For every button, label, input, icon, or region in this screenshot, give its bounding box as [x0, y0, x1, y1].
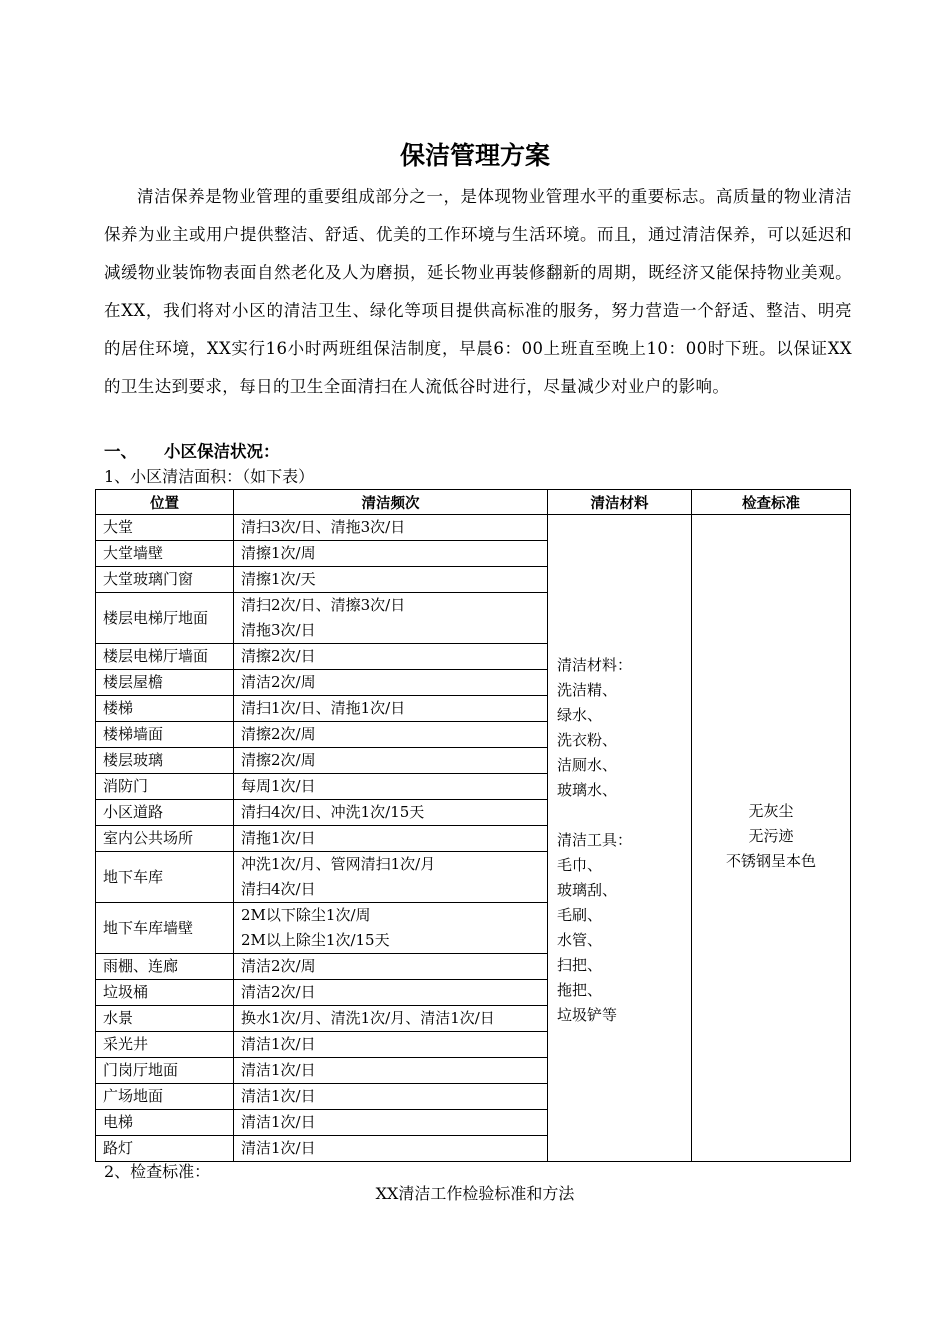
location-cell: 大堂 [96, 515, 234, 541]
header-location: 位置 [96, 490, 234, 515]
frequency-line: 清洁1次/日 [241, 1087, 316, 1105]
location-cell: 电梯 [96, 1110, 234, 1136]
frequency-line: 清扫4次/日 [241, 880, 316, 898]
frequency-cell [234, 1084, 548, 1110]
location-cell: 垃圾桶 [96, 980, 234, 1006]
location-cell: 广场地面 [96, 1084, 234, 1110]
frequency-line: 清擦1次/周 [241, 544, 316, 562]
frequency-cell [234, 567, 548, 593]
frequency-cell [234, 826, 548, 852]
location-cell: 路灯 [96, 1136, 234, 1162]
frequency-cell [234, 541, 548, 567]
frequency-cell [234, 696, 548, 722]
material-line: 垃圾铲等 [557, 1006, 618, 1024]
frequency-cell [234, 644, 548, 670]
frequency-line: 冲洗1次/月、管网清扫1次/月 [241, 855, 436, 873]
material-line: 洁厕水、 [557, 756, 618, 774]
location-cell: 地下车库墙壁 [96, 903, 234, 954]
frequency-line: 清洁2次/周 [241, 957, 316, 975]
material-line: 扫把、 [557, 956, 603, 974]
frequency-cell [234, 1006, 548, 1032]
section-number: 一、 [104, 442, 137, 461]
location-cell: 采光井 [96, 1032, 234, 1058]
subsection-area-label: 1、小区清洁面积：（如下表） [104, 467, 315, 486]
section-heading [104, 440, 280, 464]
frequency-cell [234, 774, 548, 800]
frequency-cell [234, 800, 548, 826]
table-body [96, 515, 851, 1162]
material-line: 毛巾、 [557, 856, 603, 874]
frequency-line: 清擦2次/日 [241, 647, 316, 665]
location-cell: 楼梯墙面 [96, 722, 234, 748]
frequency-line: 清洁1次/日 [241, 1139, 316, 1157]
frequency-cell [234, 1136, 548, 1162]
frequency-cell [234, 1110, 548, 1136]
material-line: 清洁工具： [557, 831, 633, 849]
intro-paragraph: 清洁保养是物业管理的重要组成部分之一，是体现物业管理水平的重要标志。高质量的物业清洁保养为业主或用户提供整洁、舒适、优美的工作环境与生活环境。而且，通过清洁保养，可以延迟和减缓物业装饰物表面自然老化及人为磨损，延长物业再装修翻新的周期，既经济又能保持物业美观。在XX，我们将对小区的清洁卫生、绿化等项目提供高标准的服务，努力营造一个舒适、整洁、明亮的居住环境，XX实行16小时两班组保洁制度，早晨6：00上班直至晚上10：00时下班。以保证XX的卫生达到要求，每日的卫生全面清扫在人流低谷时进行，尽量减少对业户的影响。 [104, 187, 852, 396]
header-frequency: 清洁频次 [234, 490, 548, 515]
location-cell: 地下车库 [96, 852, 234, 903]
section-title: 小区保洁状况： [164, 442, 280, 461]
frequency-line: 清扫3次/日、清拖3次/日 [241, 518, 406, 536]
table-header-row [96, 490, 851, 515]
frequency-line: 清洁1次/日 [241, 1113, 316, 1131]
location-cell: 水景 [96, 1006, 234, 1032]
location-cell: 楼层玻璃 [96, 748, 234, 774]
frequency-line: 2M以下除尘1次/周 [241, 906, 371, 924]
material-line: 玻璃刮、 [557, 881, 618, 899]
frequency-line: 清洁1次/日 [241, 1035, 316, 1053]
frequency-line: 清扫2次/日、清擦3次/日 [241, 596, 406, 614]
frequency-cell [234, 903, 548, 954]
standard-line: 无污迹 [748, 827, 794, 845]
frequency-cell [234, 852, 548, 903]
frequency-line: 2M以上除尘1次/15天 [241, 931, 390, 949]
frequency-line: 清擦2次/周 [241, 725, 316, 743]
location-cell: 门岗厅地面 [96, 1058, 234, 1084]
document-title: 保洁管理方案 [399, 141, 550, 170]
location-cell: 消防门 [96, 774, 234, 800]
frequency-line: 清擦1次/天 [241, 570, 316, 588]
cleaning-table [95, 489, 851, 1162]
frequency-cell [234, 1058, 548, 1084]
location-cell: 大堂玻璃门窗 [96, 567, 234, 593]
frequency-line: 清洁2次/周 [241, 673, 316, 691]
material-line: 洗洁精、 [557, 681, 618, 699]
frequency-cell [234, 748, 548, 774]
location-cell: 楼梯 [96, 696, 234, 722]
frequency-line: 清扫4次/日、冲洗1次/15天 [241, 803, 425, 821]
frequency-line: 清扫1次/日、清拖1次/日 [241, 699, 406, 717]
materials-cell [548, 515, 692, 1162]
frequency-cell [234, 1032, 548, 1058]
material-line: 毛刷、 [557, 906, 603, 924]
frequency-cell [234, 515, 548, 541]
header-materials: 清洁材料 [548, 490, 692, 515]
frequency-line: 清洁1次/日 [241, 1061, 316, 1079]
standard-line: 不锈钢呈本色 [725, 852, 816, 870]
frequency-line: 清拖3次/日 [241, 621, 316, 639]
header-standard: 检查标准 [692, 490, 851, 515]
subsection-standard-label: 2、检查标准： [104, 1162, 211, 1181]
frequency-line: 清拖1次/日 [241, 829, 316, 847]
frequency-cell [234, 980, 548, 1006]
inspection-subtitle: XX清洁工作检验标准和方法 [375, 1184, 575, 1203]
material-line [557, 803, 691, 828]
frequency-line: 每周1次/日 [241, 777, 316, 795]
material-line: 拖把、 [557, 981, 603, 999]
standard-cell [692, 515, 851, 1162]
frequency-line: 清擦2次/周 [241, 751, 316, 769]
frequency-line: 清洁2次/日 [241, 983, 316, 1001]
standard-line: 无灰尘 [748, 802, 794, 820]
table-row [96, 515, 851, 541]
frequency-cell [234, 722, 548, 748]
material-line: 绿水、 [557, 706, 603, 724]
location-cell: 楼层屋檐 [96, 670, 234, 696]
location-cell: 大堂墙壁 [96, 541, 234, 567]
frequency-cell [234, 593, 548, 644]
material-line: 清洁材料： [557, 656, 633, 674]
material-line: 洗衣粉、 [557, 731, 618, 749]
location-cell: 室内公共场所 [96, 826, 234, 852]
location-cell: 小区道路 [96, 800, 234, 826]
frequency-cell [234, 670, 548, 696]
location-cell: 楼层电梯厅地面 [96, 593, 234, 644]
location-cell: 楼层电梯厅墙面 [96, 644, 234, 670]
location-cell: 雨棚、连廊 [96, 954, 234, 980]
frequency-cell [234, 954, 548, 980]
material-line: 水管、 [557, 931, 603, 949]
frequency-line: 换水1次/月、清洗1次/月、清洁1次/日 [241, 1009, 495, 1027]
material-line: 玻璃水、 [557, 781, 618, 799]
